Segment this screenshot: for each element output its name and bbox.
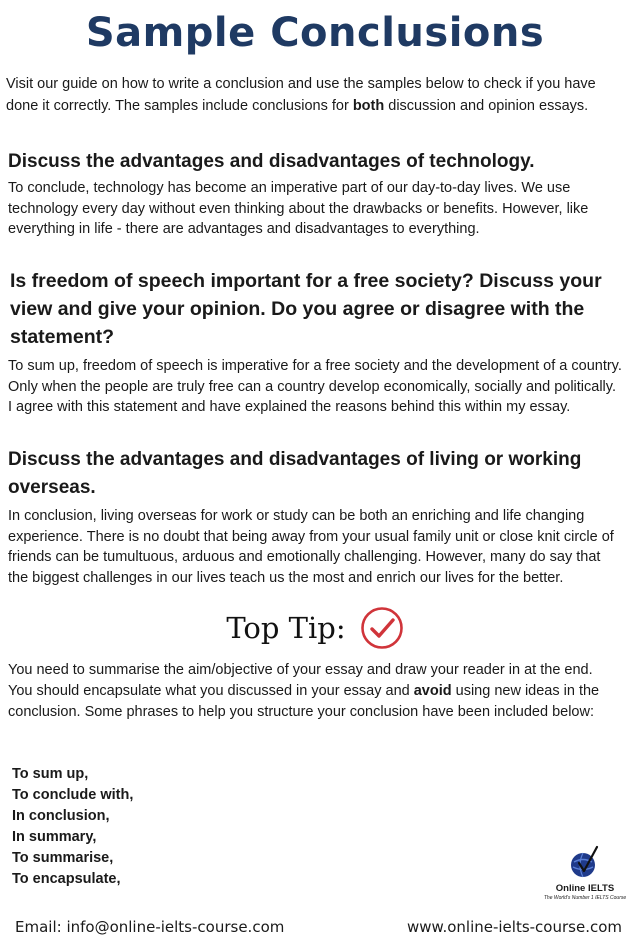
sample-1-question: Discuss the advantages and disadvantages of technology.: [8, 151, 535, 172]
intro-paragraph: [6, 73, 624, 117]
sample-2-question: Is freedom of speech important for a free society? Discuss your view and give your opinion. Do you agree or disagree with the statement?: [10, 270, 602, 348]
intro-text-before: Visit our guide on how to write a conclusion and use the samples below to check if you have done it correctly. The samples include conclusions for: [6, 76, 596, 114]
globe-pen-icon: [570, 843, 600, 881]
page-title: Sample Conclusions: [85, 10, 545, 56]
phrase-item: To sum up,: [12, 766, 89, 782]
phrase-item: To encapsulate,: [12, 871, 121, 887]
intro-emphasis: both: [352, 98, 385, 114]
tip-paragraph: [8, 660, 620, 723]
intro-text-after: discussion and opinion essays.: [384, 98, 589, 114]
red-circle-checkmark-icon: [360, 606, 404, 650]
online-ielts-logo: [543, 843, 627, 901]
tip-text-before: You need to summarise the aim/objective of your essay and draw your reader in at the end. You should encapsulate what you discussed in your essay and: [8, 662, 593, 699]
tip-text-after: using new ideas in the conclusion. Some phrases to help you structure your conclusion have been included below:: [8, 683, 600, 720]
logo-tagline: The World's Number 1 IELTS Course: [543, 895, 627, 901]
sample-2-answer: To sum up, freedom of speech is imperative for a free society and the development of a country. Only when the people are truly free can a country develop economically, socially and politically. I agree with this statement and have explained the reasons behind this within my essay.: [8, 358, 622, 415]
footer-website-link[interactable]: www.online-ielts-course.com: [407, 918, 622, 936]
phrase-item: In conclusion,: [12, 808, 110, 824]
top-tip-label: Top Tip:: [226, 611, 346, 645]
tip-emphasis: avoid: [413, 683, 452, 699]
phrase-item: To summarise,: [12, 850, 114, 866]
footer-email[interactable]: Email: info@online-ielts-course.com: [15, 918, 285, 936]
top-tip-heading: [0, 606, 630, 650]
sample-3-question: Discuss the advantages and disadvantages of living or working overseas.: [8, 449, 582, 498]
sample-1-answer: To conclude, technology has become an imperative part of our day-to-day lives. We use technology every day without even thinking about the drawbacks or benefits. However, like everything in life - there are advantages and disadvantages to everything.: [8, 180, 589, 237]
logo-name: Online IELTS: [555, 883, 615, 894]
phrase-item: To conclude with,: [12, 787, 134, 803]
phrase-item: In summary,: [12, 829, 97, 845]
phrase-list: [12, 764, 133, 890]
sample-3-answer: In conclusion, living overseas for work or study can be both an enriching and life changing experience. There is no doubt that being away from your usual family unit or close knit circle of friends can be tumultuous, arduous and emotionally challenging. However, many do say that the biggest challenges in our lives teach us the most and enrich our lives for the better.: [8, 508, 614, 586]
